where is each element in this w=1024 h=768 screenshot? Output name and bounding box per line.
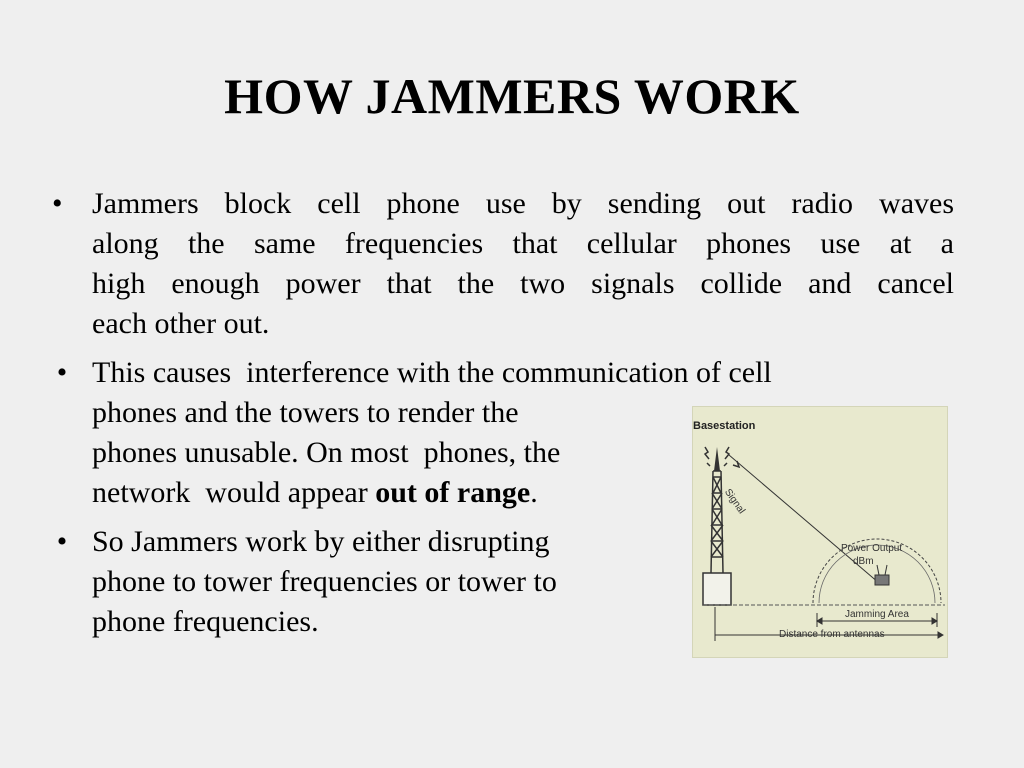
bullet-2-line-2: phones and the towers to render the [92, 396, 519, 429]
bullet-1-line-1: Jammers block cell phone use by sending out radio waves [92, 187, 954, 220]
jammer-diagram [692, 406, 948, 658]
bullet-3-line-3: phone frequencies. [92, 605, 319, 638]
bullet-3-line-1: So Jammers work by either disrupting [92, 525, 550, 558]
bullet-item-1 [52, 184, 954, 344]
bullet-3-line-2: phone to tower frequencies or tower to [92, 565, 557, 598]
bullet-2-line-3: phones unusable. On most phones, the [92, 436, 561, 469]
basestation-label: Basestation [693, 420, 756, 432]
bullet-marker: • [56, 525, 68, 558]
out-of-range-emphasis: out of range [375, 476, 531, 509]
bullet-1-line-2: along the same frequencies that cellular phones use at a [92, 227, 954, 260]
bullet-2-line-1: This causes interference with the communication of cell [92, 356, 772, 389]
bullet-marker: • [56, 356, 68, 389]
bullet-marker: • [52, 187, 63, 220]
basestation-tower-icon [711, 471, 723, 573]
power-output-label: Power Output [841, 543, 903, 554]
antenna-icon [714, 447, 720, 471]
bullet-2-line-4-suffix: . [530, 476, 538, 509]
distance-from-antennas-label: Distance from antennas [779, 629, 885, 640]
jammer-device-icon [875, 565, 889, 585]
bullet-1-line-3: high enough power that the two signals collide and cancel [92, 267, 954, 300]
bullet-item-3 [56, 522, 672, 642]
tower-base [703, 573, 731, 605]
signal-arrow-icon [733, 461, 739, 467]
slide-title: HOW JAMMERS WORK [224, 68, 800, 124]
jamming-area-label: Jamming Area [845, 609, 909, 620]
power-unit-label: dBm [853, 556, 874, 567]
signal-label: Signal [721, 487, 747, 517]
bullet-2-line-4-prefix: network would appear [92, 476, 376, 509]
bullet-1-line-4: each other out. [92, 307, 270, 340]
